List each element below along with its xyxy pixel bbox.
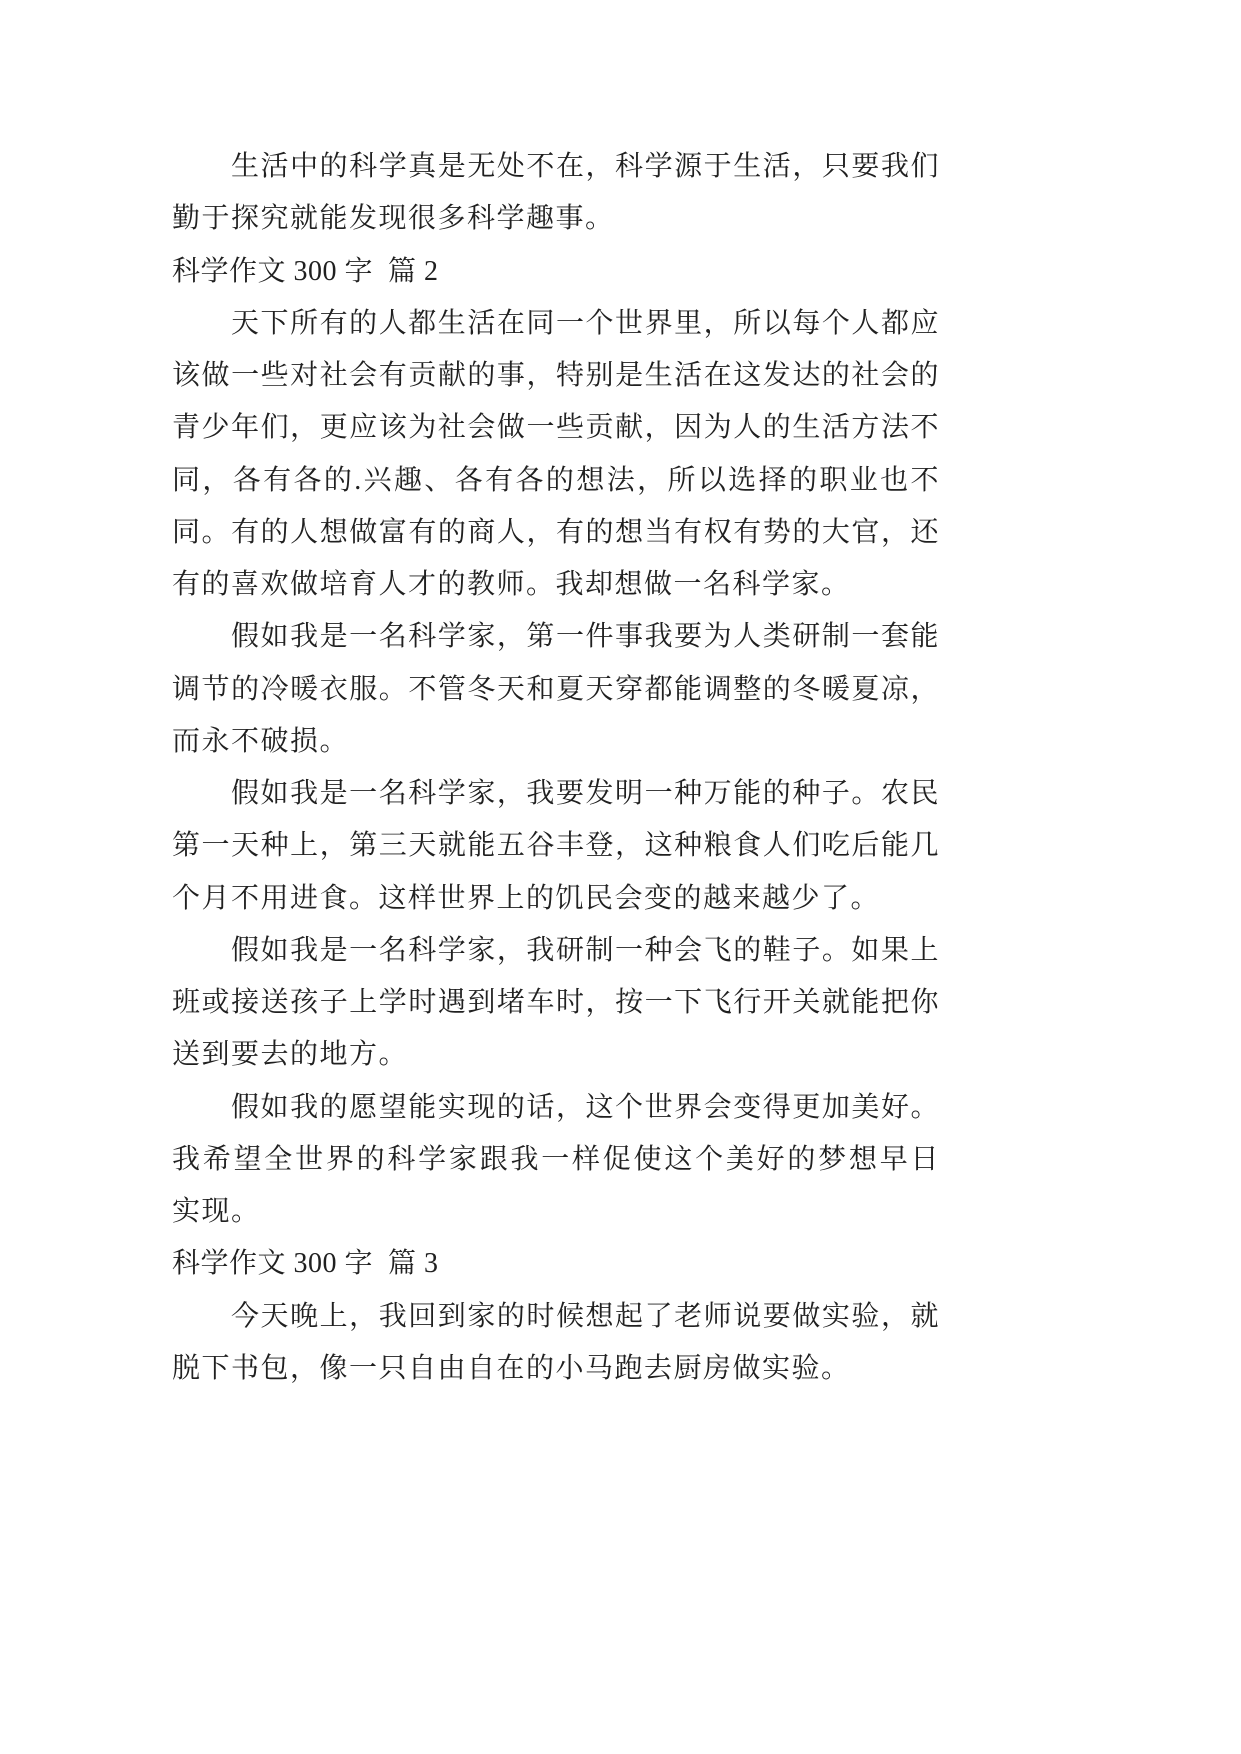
paragraph — [172, 1291, 940, 1396]
paragraph-line: 天下所有的人都生活在同一个世界里，所以每个人都应 — [231, 307, 940, 339]
paragraph-line: 送到要去的地方。 — [172, 1039, 409, 1071]
paragraph — [172, 925, 940, 1082]
paragraph-line: 生活中的科学真是无处不在，科学源于生活，只要我们 — [231, 151, 940, 182]
paragraph-line: 青少年们，更应该为社会做一些贡献，因为人的生活方法不 — [172, 412, 940, 444]
paragraph-line: 假如我的愿望能实现的话，这个世界会变得更加美好。 — [231, 1091, 940, 1123]
paragraph-line: 今天晚上，我回到家的时候想起了老师说要做实验，就 — [231, 1300, 940, 1332]
paragraph-line: 而永不破损。 — [172, 725, 350, 757]
paragraph-line: 该做一些对社会有贡献的事，特别是生活在这发达的社会的 — [172, 360, 940, 391]
section-heading: 科学作文 300 字 篇 3 — [172, 1248, 439, 1280]
paragraph-line: 同，各有各的.兴趣、各有各的想法，所以选择的职业也不 — [172, 464, 940, 496]
document-body — [172, 141, 940, 1395]
paragraph-line: 实现。 — [172, 1196, 261, 1227]
paragraph-line: 假如我是一名科学家，我研制一种会飞的鞋子。如果上 — [231, 934, 940, 966]
paragraph — [172, 611, 940, 768]
paragraph-line: 个月不用进食。这样世界上的饥民会变的越来越少了。 — [172, 882, 881, 914]
paragraph-line: 调节的冷暖衣服。不管冬天和夏天穿都能调整的冬暖夏凉， — [172, 673, 940, 705]
paragraph-line: 假如我是一名科学家，第一件事我要为人类研制一套能 — [231, 621, 940, 653]
paragraph-line: 脱下书包，像一只自由自在的小马跑去厨房做实验。 — [172, 1352, 851, 1384]
paragraph — [172, 768, 940, 925]
paragraph-line: 第一天种上，第三天就能五谷丰登，这种粮食人们吃后能几 — [172, 830, 940, 862]
paragraph — [172, 298, 940, 612]
paragraph — [172, 1082, 940, 1239]
paragraph-line: 我希望全世界的科学家跟我一样促使这个美好的梦想早日 — [172, 1143, 940, 1175]
paragraph-line: 有的喜欢做培育人才的教师。我却想做一名科学家。 — [172, 569, 851, 600]
paragraph-line: 假如我是一名科学家，我要发明一种万能的种子。农民 — [231, 778, 940, 809]
paragraph-line: 勤于探究就能发现很多科学趣事。 — [172, 203, 615, 235]
paragraph-line: 班或接送孩子上学时遇到堵车时，按一下飞行开关就能把你 — [172, 987, 940, 1018]
paragraph — [172, 141, 940, 246]
paragraph-line: 同。有的人想做富有的商人，有的想当有权有势的大官，还 — [172, 516, 940, 548]
section-heading: 科学作文 300 字 篇 2 — [172, 255, 439, 287]
